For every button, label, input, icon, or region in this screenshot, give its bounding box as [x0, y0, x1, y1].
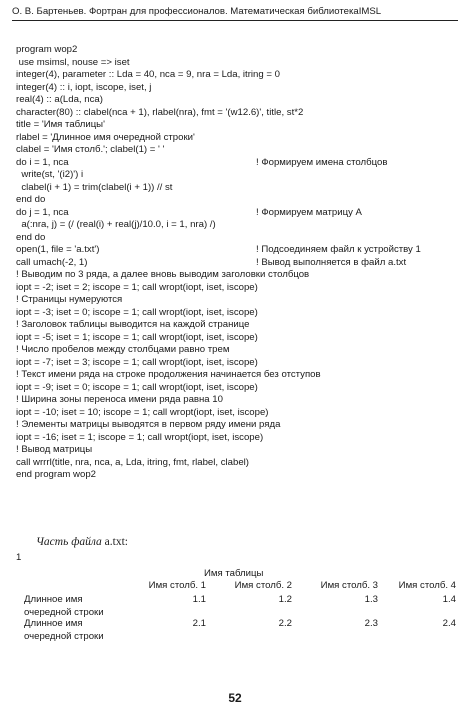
code-line — [16, 419, 456, 432]
code-text: end do — [16, 231, 46, 243]
code-text: use msimsl, nouse => iset — [16, 56, 130, 68]
code-text: real(4) :: a(Lda, nca) — [16, 94, 103, 105]
code-text: character(80) :: clabel(nca + 1), rlabel(nra), fmt = '(w12.6)', title, st*2 — [16, 106, 304, 118]
code-line — [16, 294, 456, 307]
code-line — [16, 469, 456, 482]
code-text: write(st, '(i2)') i — [16, 169, 84, 180]
code-line — [16, 244, 456, 257]
code-line — [16, 382, 456, 395]
code-comment: ! Формируем имена столбцов — [256, 156, 388, 168]
code-text: iopt = -9; iset = 0; iscope = 1; call wropt(iopt, iset, iscope) — [16, 381, 258, 393]
code-line — [16, 157, 456, 170]
code-text: clabel = 'Имя столб.'; clabel(1) = ' ' — [16, 144, 165, 155]
output-cell: 1.4 — [442, 594, 456, 605]
code-line — [16, 269, 456, 282]
code-line — [16, 444, 456, 457]
code-line — [16, 144, 456, 157]
output-cell: 2.4 — [442, 618, 456, 629]
output-cell: 2.3 — [364, 618, 378, 629]
code-text: iopt = -10; iset = 10; iscope = 1; call wropt(iopt, iset, iscope) — [16, 406, 269, 418]
row-label-line: Длинное имя — [24, 618, 83, 629]
code-text: ! Выводим по 3 ряда, а далее вновь выводим заголовки столбцов — [16, 269, 310, 280]
row-label-line: очередной строки — [24, 630, 104, 642]
output-column-header: Имя столб. 2 — [234, 580, 292, 591]
code-text: program wop2 — [16, 44, 78, 55]
code-line — [16, 332, 456, 345]
code-line — [16, 257, 456, 270]
code-comment: ! Вывод выполняется в файл a.txt — [256, 256, 407, 268]
code-line — [16, 57, 456, 70]
code-line — [16, 344, 456, 357]
code-line — [16, 357, 456, 370]
code-text: ! Вывод матрицы — [16, 444, 93, 455]
code-text: title = 'Имя таблицы' — [16, 119, 105, 130]
code-text: integer(4) :: i, iopt, iscope, iset, j — [16, 81, 152, 93]
code-text: end do — [16, 194, 46, 205]
output-column-header: Имя столб. 3 — [320, 580, 378, 591]
code-text: call wrrrl(title, nra, nca, a, Lda, itring, fmt, rlabel, clabel) — [16, 456, 249, 468]
output-cell: 1.2 — [278, 594, 292, 605]
running-header: О. В. Бартеньев. Фортран для профессионалов. Математическая библиотекаIMSL — [12, 6, 458, 21]
code-listing — [16, 44, 456, 482]
code-line — [16, 44, 456, 57]
code-line — [16, 169, 456, 182]
caption-italic: Часть файла — [36, 536, 102, 548]
code-text: end program wop2 — [16, 469, 96, 480]
code-line — [16, 119, 456, 132]
code-text: iopt = -3; iset = 0; iscope = 1; call wropt(iopt, iset, iscope) — [16, 306, 258, 318]
row-label-line: Длинное имя — [24, 594, 83, 605]
code-line — [16, 94, 456, 107]
code-line — [16, 207, 456, 220]
output-column-header: Имя столб. 4 — [398, 580, 456, 591]
code-line — [16, 219, 456, 232]
code-line — [16, 69, 456, 82]
code-line — [16, 282, 456, 295]
file-caption — [36, 536, 128, 548]
code-text: open(1, file = 'a.txt') — [16, 244, 100, 255]
code-text: clabel(i + 1) = trim(clabel(i + 1)) // st — [16, 181, 173, 193]
code-text: integer(4), parameter :: Lda = 40, nca = 9, nra = Lda, itring = 0 — [16, 69, 280, 80]
code-text: iopt = -2; iset = 2; iscope = 1; call wropt(iopt, iset, iscope) — [16, 281, 258, 293]
output-cell: 1.3 — [364, 594, 378, 605]
caption-filename: a.txt: — [101, 536, 128, 548]
code-text: ! Страницы нумеруются — [16, 294, 123, 305]
code-line — [16, 319, 456, 332]
code-text: ! Элементы матрицы выводятся в первом ряду имени ряда — [16, 419, 281, 430]
code-line — [16, 369, 456, 382]
output-table-title: Имя таблицы — [204, 568, 264, 579]
code-text: a(:nra, j) = (/ (real(i) + real(j)/10.0, i = 1, nra) /) — [16, 219, 216, 230]
code-text: rlabel = 'Длинное имя очередной строки' — [16, 131, 195, 143]
code-text: do j = 1, nca — [16, 206, 69, 218]
code-line — [16, 194, 456, 207]
code-text: do i = 1, nca — [16, 156, 69, 168]
code-line — [16, 82, 456, 95]
output-cell: 2.2 — [278, 618, 292, 629]
code-text: ! Число пробелов между столбцами равно трем — [16, 344, 230, 355]
code-line — [16, 432, 456, 445]
code-line — [16, 307, 456, 320]
output-row-label — [24, 618, 104, 643]
code-line — [16, 232, 456, 245]
code-line — [16, 182, 456, 195]
code-text: iopt = -16; iset = 1; iscope = 1; call wropt(iopt, iset, iscope) — [16, 431, 264, 443]
output-column-header: Имя столб. 1 — [148, 580, 206, 591]
code-line — [16, 457, 456, 470]
code-text: ! Текст имени ряда на строке продолжения начинается без отступов — [16, 369, 321, 380]
output-page-marker: 1 — [16, 552, 22, 563]
page-number: 52 — [228, 691, 242, 705]
code-text: iopt = -7; iset = 3; iscope = 1; call wropt(iopt, iset, iscope) — [16, 356, 258, 368]
code-text: ! Ширина зоны переноса имени ряда равна 10 — [16, 394, 223, 405]
output-cell: 2.1 — [192, 618, 206, 629]
code-line — [16, 407, 456, 420]
code-text: ! Заголовок таблицы выводится на каждой странице — [16, 319, 250, 330]
code-line — [16, 107, 456, 120]
code-text: iopt = -5; iset = 1; iscope = 1; call wropt(iopt, iset, iscope) — [16, 331, 258, 343]
row-label-line: очередной строки — [24, 606, 104, 618]
output-row-label — [24, 594, 104, 619]
code-line — [16, 394, 456, 407]
output-cell: 1.1 — [192, 594, 206, 605]
code-text: call umach(-2, 1) — [16, 256, 88, 268]
code-line — [16, 132, 456, 145]
code-comment: ! Формируем матрицу A — [256, 206, 362, 218]
code-comment: ! Подсоединяем файл к устройству 1 — [256, 244, 421, 255]
